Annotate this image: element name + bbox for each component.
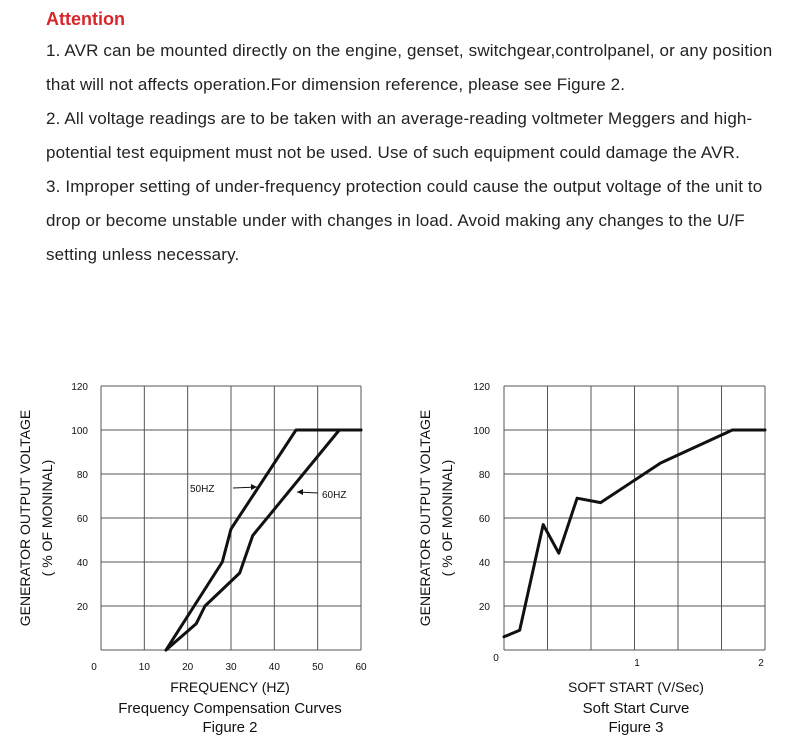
y-axis-label: GENERATOR OUTPUT VOLTAGE (417, 409, 433, 627)
note-2: 2. All voltage readings are to be taken with an average-reading voltmeter Meggers and high-potential test equipment must not be used. Use of such equipment could damage the AVR. (46, 109, 753, 162)
x-axis-label: SOFT START (V/Sec) (568, 679, 704, 695)
y-tick-label: 120 (71, 382, 88, 393)
attention-notes (46, 6, 791, 272)
plot-grid (504, 386, 765, 650)
y-tick-label: 80 (478, 470, 490, 481)
x-tick-label: 0 (91, 662, 97, 673)
figure-number: Figure 3 (608, 719, 664, 736)
x-tick-label: 30 (225, 662, 237, 673)
x-axis-label: FREQUENCY (HZ) (170, 679, 290, 695)
series-label-60hz: 60HZ (322, 490, 347, 501)
y-tick-label: 60 (76, 514, 88, 525)
x-tick-label: 10 (138, 662, 150, 673)
figure-caption: Soft Start Curve (582, 700, 690, 717)
y-tick-label: 20 (76, 602, 88, 613)
soft-start-chart (400, 370, 799, 750)
series-pointer-arrowhead (297, 489, 303, 495)
figure-caption: Frequency Compensation Curves (118, 700, 342, 717)
x-tick-label: 2 (758, 658, 764, 669)
y-axis-sublabel: ( % OF MONINAL) (39, 459, 55, 577)
x-tick-label: 20 (182, 662, 194, 673)
y-tick-label: 20 (478, 602, 490, 613)
y-tick-label: 60 (478, 514, 490, 525)
note-3: 3. Improper setting of under-frequency protection could cause the output voltage of the unit to drop or become unstable under with changes in load. Avoid making any changes to the U/F setting unless necessary. (46, 177, 763, 264)
x-tick-label: 0 (493, 653, 499, 664)
plot-grid (101, 386, 361, 650)
attention-title: Attention (46, 9, 125, 29)
series-line-50hz (166, 430, 361, 650)
x-tick-label: 50 (312, 662, 324, 673)
figure-number: Figure 2 (202, 719, 258, 736)
y-axis-sublabel: ( % OF MONINAL) (439, 459, 455, 577)
y-tick-label: 40 (478, 558, 490, 569)
y-tick-label: 80 (76, 470, 88, 481)
x-tick-label: 60 (355, 662, 367, 673)
y-tick-label: 120 (473, 382, 490, 393)
y-tick-label: 100 (71, 426, 88, 437)
y-axis-label: GENERATOR OUTPUT VOLTAGE (17, 409, 33, 627)
y-tick-label: 40 (76, 558, 88, 569)
x-tick-label: 40 (268, 662, 280, 673)
y-tick-label: 100 (473, 426, 490, 437)
series-label-50hz: 50HZ (190, 484, 215, 495)
x-tick-label: 1 (634, 658, 640, 669)
series-line-60hz (166, 430, 361, 650)
frequency-compensation-chart (0, 370, 400, 750)
note-1: 1. AVR can be mounted directly on the engine, genset, switchgear,controlpanel, or any position that will not affects operation.For dimension reference, please see Figure 2. (46, 41, 773, 94)
